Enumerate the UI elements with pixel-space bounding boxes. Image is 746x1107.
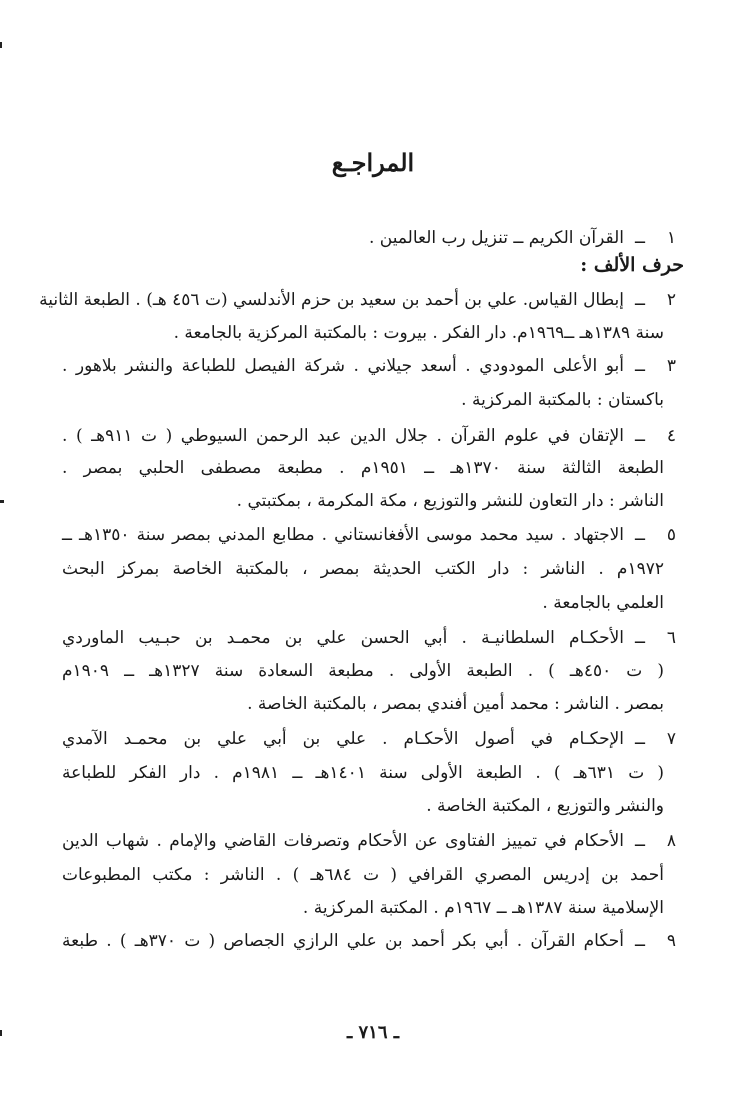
entry-line: أحكام القرآن . أبي بكر أحمد بن علي الرازي الجصاص ( ت ٣٧٠هـ ) . طبعة bbox=[62, 931, 624, 951]
entry-line: أبو الأعلى المودودي . أسعد جيلاني . شركة الفيصل للطباعة والنشر بلاهور . bbox=[62, 356, 624, 376]
entry-dash: ــ bbox=[635, 525, 645, 545]
page-title: المراجـع bbox=[331, 148, 415, 177]
entry-number: ٣ bbox=[666, 356, 676, 376]
entry-number: ١ bbox=[666, 228, 676, 248]
entry-line: والنشر والتوزيع ، المكتبة الخاصة . bbox=[426, 796, 664, 816]
entry-dash: ــ bbox=[635, 729, 645, 749]
entry-dash: ــ bbox=[635, 628, 645, 648]
scan-mark bbox=[0, 42, 2, 48]
entry-number: ٧ bbox=[666, 729, 676, 749]
entry-number: ٥ bbox=[666, 525, 676, 545]
entry-line: الأحكـام السلطانيـة . أبي الحسن علي بن محمـد بن حبـيب الماوردي bbox=[62, 628, 624, 648]
entry-line: الإسلامية سنة ١٣٨٧هـ ــ ١٩٦٧م . المكتبة المركزية . bbox=[302, 898, 664, 918]
entry-line: العلمي بالجامعة . bbox=[542, 593, 664, 613]
entry-text: القرآن الكريم ــ تنزيل رب العالمين . bbox=[368, 228, 624, 248]
entry-number: ٩ bbox=[666, 931, 676, 951]
entry-line: إبطال القياس. علي بن أحمد بن سعيد بن حزم الأندلسي (ت ٤٥٦ هـ) . الطبعة الثانية bbox=[39, 290, 624, 310]
entry-number: ٢ bbox=[666, 290, 676, 310]
entry-dash: ــ bbox=[635, 831, 645, 851]
entry-number: ٨ bbox=[666, 831, 676, 851]
entry-line: ( ت ٤٥٠هـ ) . الطبعة الأولى . مطبعة السعادة سنة ١٣٢٧هـ ــ ١٩٠٩م bbox=[62, 661, 665, 681]
entry-dash: ــ bbox=[635, 426, 645, 446]
entry-line: بمصر . الناشر : محمد أمين أفندي بمصر ، بالمكتبة الخاصة . bbox=[247, 694, 664, 714]
section-heading: حرف الألف : bbox=[580, 254, 684, 276]
entry-line: أحمد بن إدريس المصري القرافي ( ت ٦٨٤هـ ) . الناشر : مكتب المطبوعات bbox=[62, 865, 664, 885]
entry-line: سنة ١٣٨٩هـ ــ١٩٦٩م. دار الفكر . بيروت : بالمكتبة المركزية بالجامعة . bbox=[173, 323, 664, 343]
entry-line: باكستان : بالمكتبة المركزية . bbox=[461, 390, 664, 410]
entry-number: ٦ bbox=[666, 628, 676, 648]
entry-line: الإحكـام في أصول الأحكـام . علي بن أبي علي بن محمـد الآمدي bbox=[62, 729, 624, 749]
entry-line: الاجتهاد . سيد محمد موسى الأفغانستاني . مطابع المدني بمصر سنة ١٣٥٠هـ ــ bbox=[62, 525, 624, 545]
entry-line: الطبعة الثالثة سنة ١٣٧٠هـ ــ ١٩٥١م . مطبعة مصطفى الحلبي بمصر . bbox=[62, 458, 664, 478]
scan-mark bbox=[0, 1030, 2, 1036]
entry-line: ( ت ٦٣١هـ ) . الطبعة الأولى سنة ١٤٠١هـ ــ ١٩٨١م . دار الفكر للطباعة bbox=[62, 763, 664, 783]
entry-number: ٤ bbox=[666, 426, 676, 446]
entry-line: ١٩٧٢م . الناشر : دار الكتب الحديثة بمصر ، بالمكتبة الخاصة بمركز البحث bbox=[62, 559, 664, 579]
page-number: ـ ٧١٦ ـ bbox=[346, 1022, 400, 1043]
scan-mark bbox=[0, 500, 4, 503]
entry-dash: ــ bbox=[635, 290, 645, 310]
entry-line: الناشر : دار التعاون للنشر والتوزيع ، مكة المكرمة ، بمكتبتي . bbox=[236, 491, 664, 511]
entry-dash: ــ bbox=[635, 228, 645, 248]
entry-line: الأحكام في تمييز الفتاوى عن الأحكام وتصرفات القاضي والإمام . شهاب الدين bbox=[62, 831, 624, 851]
entry-dash: ــ bbox=[635, 356, 645, 376]
entry-dash: ــ bbox=[635, 931, 645, 951]
entry-line: الإتقان في علوم القرآن . جلال الدين عبد الرحمن السيوطي ( ت ٩١١هـ ) . bbox=[62, 426, 624, 446]
